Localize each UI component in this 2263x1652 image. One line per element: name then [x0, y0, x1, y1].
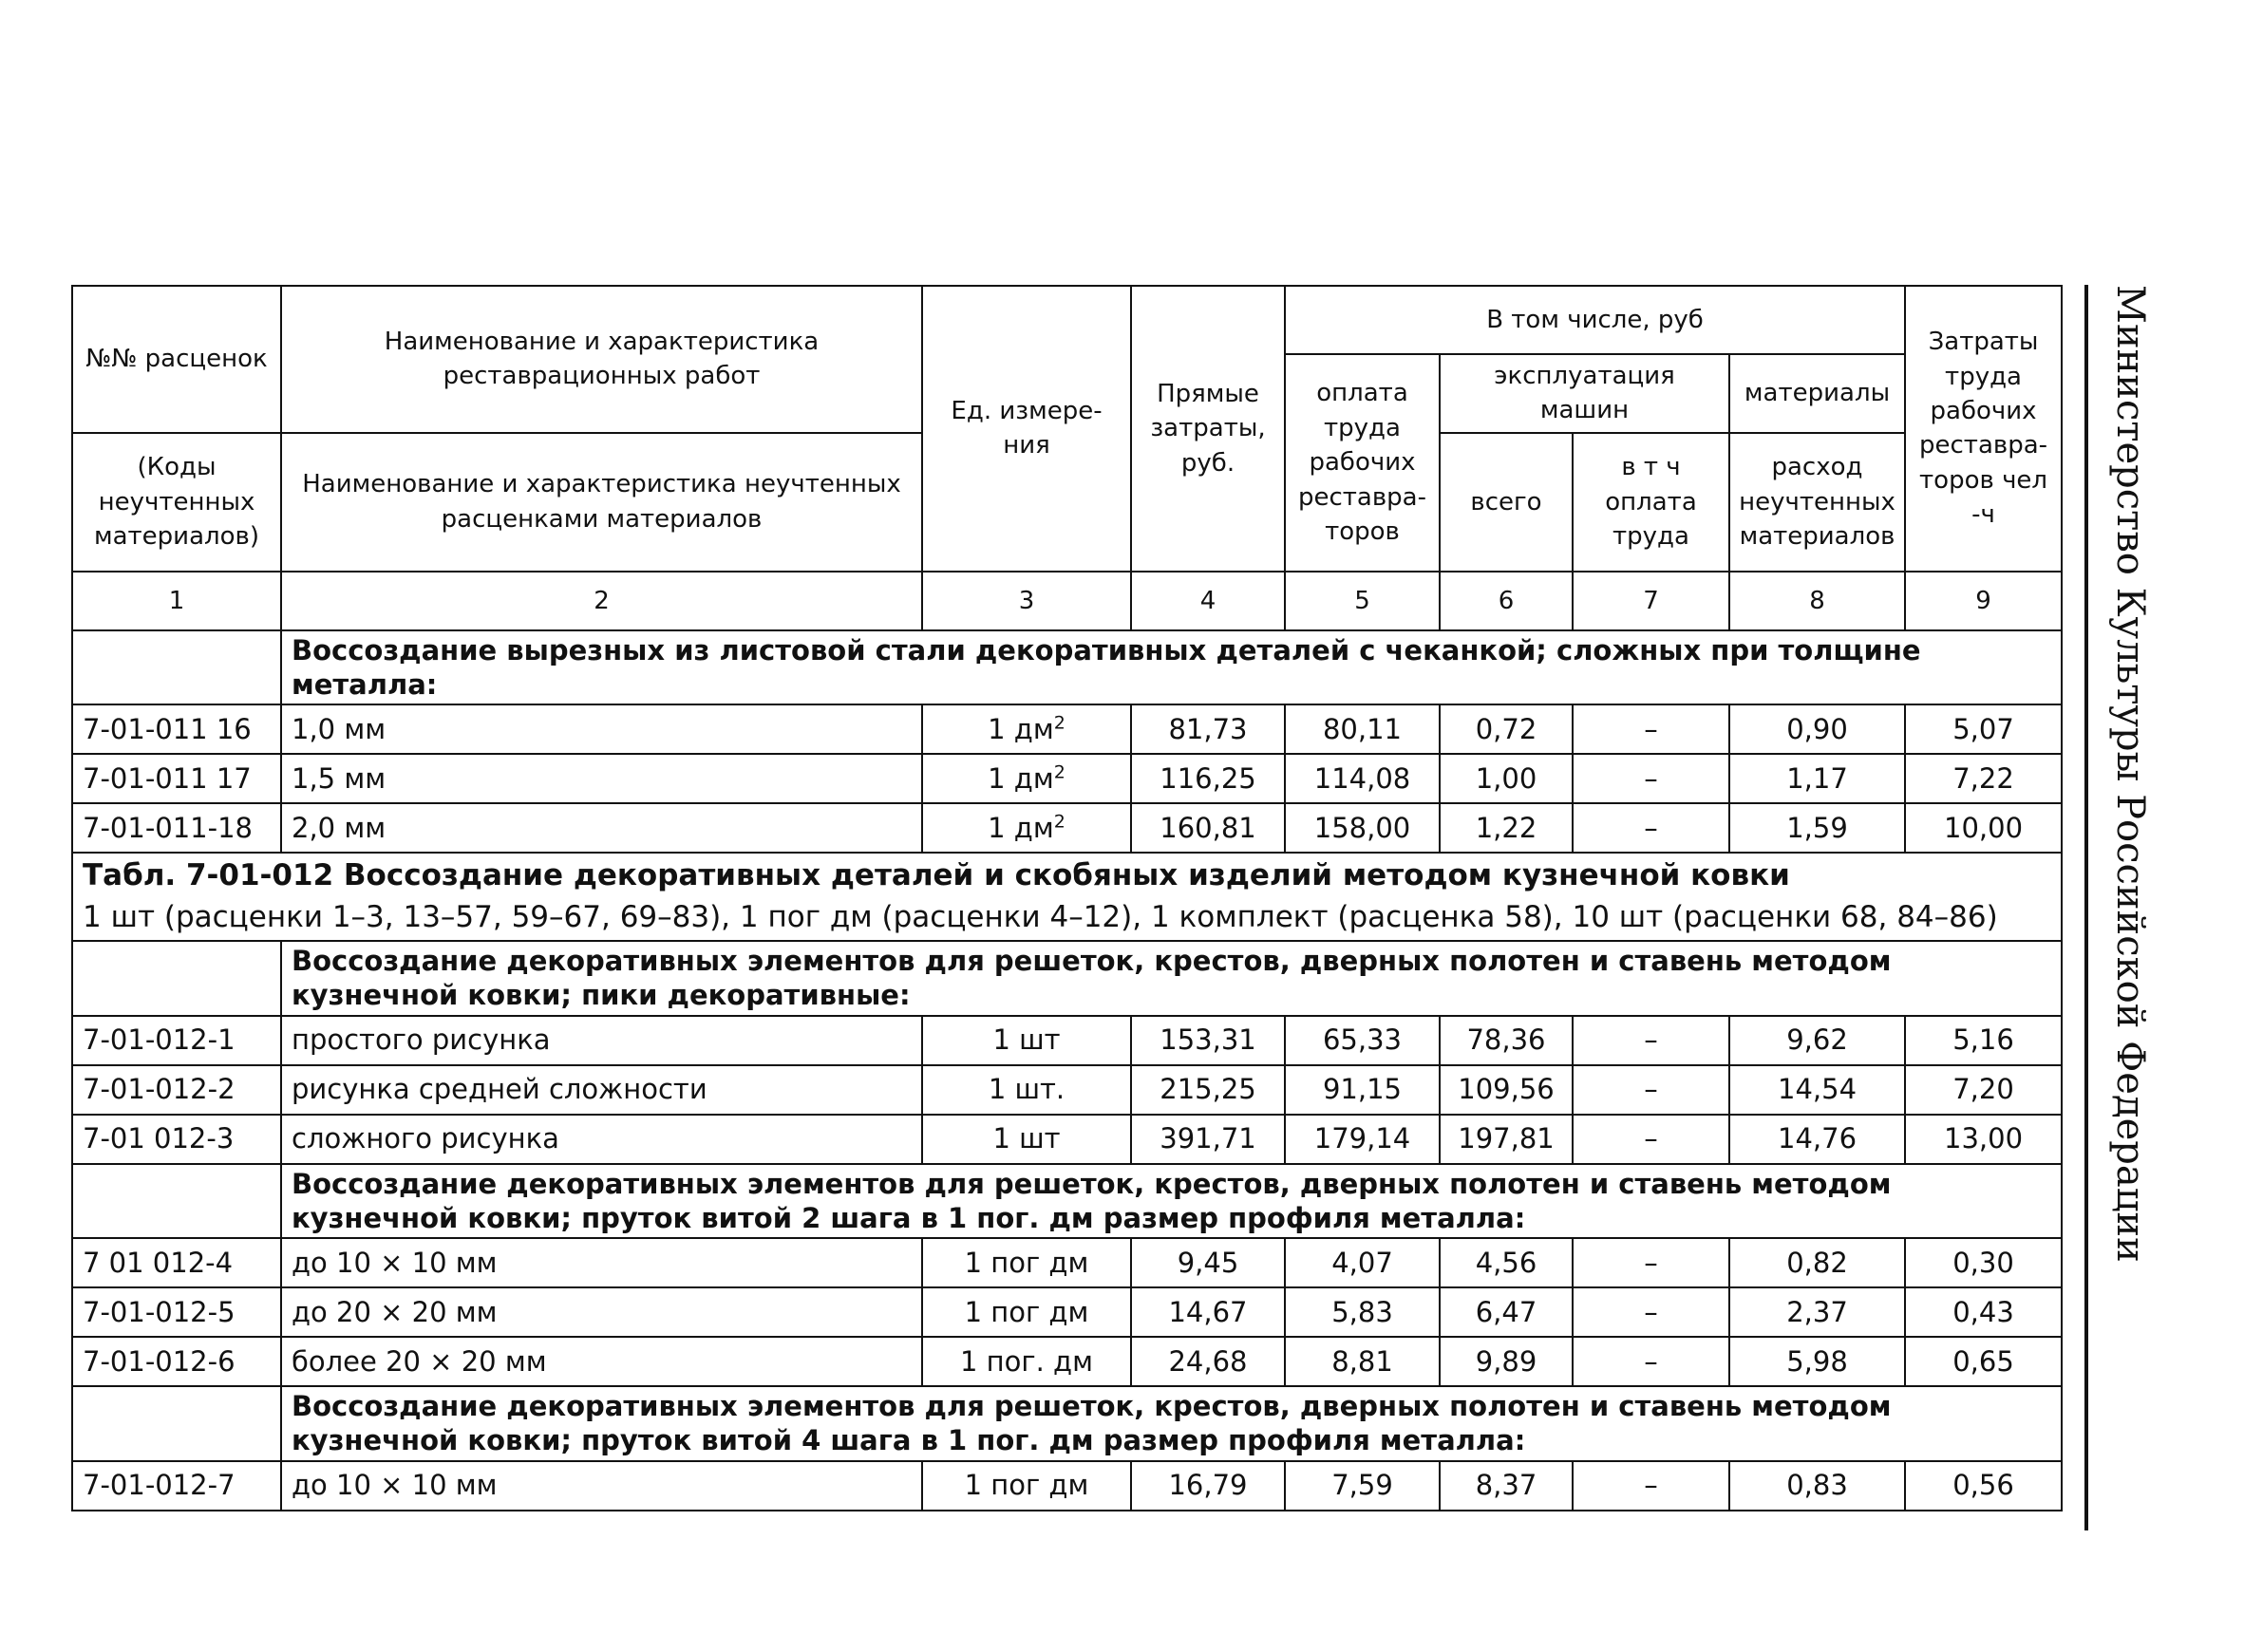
section-title: Воссоздание декоративных элементов для решеток, крестов, дверных полотен и ставень методом кузнечной ковки; пруток витой 4 шага в 1 пог. дм размер профиля металла:	[281, 1386, 2062, 1461]
section-row	[72, 630, 2062, 705]
work-name: простого рисунка	[281, 1016, 922, 1065]
machine-total-value: 1,22	[1440, 803, 1573, 853]
labor-hours-value: 0,30	[1905, 1238, 2062, 1287]
labor-hours-value: 0,65	[1905, 1337, 2062, 1386]
machine-total-value: 1,00	[1440, 754, 1573, 803]
machine-wages-value: –	[1573, 754, 1729, 803]
section-row	[72, 1386, 2062, 1461]
header-material-name: Наименование и характеристика неучтенных расценками материалов	[281, 433, 922, 572]
column-number: 5	[1285, 572, 1440, 630]
unit-cell: 1 пог дм	[922, 1287, 1131, 1337]
price-code: 7 01 012-4	[72, 1238, 281, 1287]
work-name: до 20 × 20 мм	[281, 1287, 922, 1337]
labor-hours-value: 0,43	[1905, 1287, 2062, 1337]
header-labor-hours: Затраты труда рабочих реставра-торов чел -ч	[1905, 286, 2062, 572]
work-name: до 10 × 10 мм	[281, 1461, 922, 1511]
column-number: 1	[72, 572, 281, 630]
table-row	[72, 1065, 2062, 1115]
work-name: сложного рисунка	[281, 1115, 922, 1164]
section-title: Воссоздание декоративных элементов для решеток, крестов, дверных полотен и ставень методом кузнечной ковки; пики декоративные:	[281, 941, 2062, 1016]
column-number: 8	[1729, 572, 1905, 630]
wages-value: 114,08	[1285, 754, 1440, 803]
unit-cell: 1 $дм^2$	[922, 803, 1131, 853]
header-unit: Ед. измере-ния	[922, 286, 1131, 572]
column-number: 4	[1131, 572, 1285, 630]
direct-costs-value: 81,73	[1131, 704, 1285, 754]
header-price-codes: №№ расценок	[72, 286, 281, 433]
side-caption-text: Министерство Культуры Российской Федерации	[2108, 285, 2152, 1263]
unit-cell: 1 пог дм	[922, 1238, 1131, 1287]
direct-costs-value: 14,67	[1131, 1287, 1285, 1337]
machine-total-value: 4,56	[1440, 1238, 1573, 1287]
work-name: 2,0 мм	[281, 803, 922, 853]
materials-value: 14,54	[1729, 1065, 1905, 1115]
labor-hours-value: 7,22	[1905, 754, 2062, 803]
column-number: 2	[281, 572, 922, 630]
direct-costs-value: 215,25	[1131, 1065, 1285, 1115]
table-units: 1 шт (расценки 1–3, 13–57, 59–67, 69–83), 1 пог дм (расценки 4–12), 1 комплект (расценка 58), 10 шт (расценки 68, 84–86)	[83, 899, 1998, 934]
machine-wages-value: –	[1573, 803, 1729, 853]
materials-value: 2,37	[1729, 1287, 1905, 1337]
header-direct-costs: Прямые затраты, руб.	[1131, 286, 1285, 572]
machine-total-value: 0,72	[1440, 704, 1573, 754]
column-number: 7	[1573, 572, 1729, 630]
unit-cell: 1 $дм^2$	[922, 704, 1131, 754]
machine-total-value: 9,89	[1440, 1337, 1573, 1386]
work-name: 1,0 мм	[281, 704, 922, 754]
machine-total-value: 6,47	[1440, 1287, 1573, 1337]
price-code: 7-01-012-6	[72, 1337, 281, 1386]
labor-hours-value: 0,56	[1905, 1461, 2062, 1511]
work-name: до 10 × 10 мм	[281, 1238, 922, 1287]
machine-wages-value: –	[1573, 1337, 1729, 1386]
header-machine-total: всего	[1440, 433, 1573, 572]
column-number: 9	[1905, 572, 2062, 630]
unit-cell: 1 шт	[922, 1115, 1131, 1164]
table-row	[72, 1115, 2062, 1164]
header-machine-wages: в т ч оплата труда	[1573, 433, 1729, 572]
wages-value: 4,07	[1285, 1238, 1440, 1287]
price-code: 7-01-012-5	[72, 1287, 281, 1337]
direct-costs-value: 16,79	[1131, 1461, 1285, 1511]
wages-value: 91,15	[1285, 1065, 1440, 1115]
header-machine-operation: эксплуатация машин	[1440, 354, 1729, 433]
wages-value: 7,59	[1285, 1461, 1440, 1511]
price-code: 7-01-012-2	[72, 1065, 281, 1115]
wages-value: 158,00	[1285, 803, 1440, 853]
materials-value: 0,83	[1729, 1461, 1905, 1511]
labor-hours-value: 5,07	[1905, 704, 2062, 754]
section-row	[72, 941, 2062, 1016]
machine-wages-value: –	[1573, 1238, 1729, 1287]
side-caption	[2106, 285, 2163, 1530]
direct-costs-value: 9,45	[1131, 1238, 1285, 1287]
header-materials: материалы	[1729, 354, 1905, 433]
column-number: 6	[1440, 572, 1573, 630]
wages-value: 8,81	[1285, 1337, 1440, 1386]
table-row	[72, 1461, 2062, 1511]
materials-value: 9,62	[1729, 1016, 1905, 1065]
unit-cell: 1 шт.	[922, 1065, 1131, 1115]
table-row	[72, 704, 2062, 754]
table-row	[72, 1337, 2062, 1386]
wages-value: 179,14	[1285, 1115, 1440, 1164]
machine-total-value: 109,56	[1440, 1065, 1573, 1115]
section-title: Воссоздание вырезных из листовой стали декоративных деталей с чеканкой; сложных при толщине металла:	[281, 630, 2062, 705]
direct-costs-value: 24,68	[1131, 1337, 1285, 1386]
wages-value: 5,83	[1285, 1287, 1440, 1337]
labor-hours-value: 7,20	[1905, 1065, 2062, 1115]
price-code: 7-01-011-18	[72, 803, 281, 853]
materials-value: 5,98	[1729, 1337, 1905, 1386]
header-material-codes: (Коды неучтенных материалов)	[72, 433, 281, 572]
labor-hours-value: 5,16	[1905, 1016, 2062, 1065]
table-row	[72, 803, 2062, 853]
unit-cell: 1 пог дм	[922, 1461, 1131, 1511]
work-name: рисунка средней сложности	[281, 1065, 922, 1115]
work-name: более 20 × 20 мм	[281, 1337, 922, 1386]
unit-cell: 1 $дм^2$	[922, 754, 1131, 803]
machine-wages-value: –	[1573, 1115, 1729, 1164]
wages-value: 65,33	[1285, 1016, 1440, 1065]
section-title: Воссоздание декоративных элементов для решеток, крестов, дверных полотен и ставень методом кузнечной ковки; пруток витой 2 шага в 1 пог. дм размер профиля металла:	[281, 1164, 2062, 1239]
table-row	[72, 1238, 2062, 1287]
wages-value: 80,11	[1285, 704, 1440, 754]
section-row	[72, 1164, 2062, 1239]
table-header	[72, 286, 2062, 630]
price-code: 7-01-011 17	[72, 754, 281, 803]
table-row	[72, 754, 2062, 803]
machine-total-value: 197,81	[1440, 1115, 1573, 1164]
machine-total-value: 8,37	[1440, 1461, 1573, 1511]
table-heading	[72, 853, 2062, 941]
direct-costs-value: 160,81	[1131, 803, 1285, 853]
table-title: Табл. 7-01-012 Воссоздание декоративных деталей и скобяных изделий методом кузнечной ковки	[83, 858, 1790, 893]
header-restorer-wages: оплата труда рабочих реставра-торов	[1285, 354, 1440, 572]
materials-value: 1,17	[1729, 754, 1905, 803]
side-divider	[2084, 285, 2088, 1530]
price-code: 7-01 012-3	[72, 1115, 281, 1164]
direct-costs-value: 391,71	[1131, 1115, 1285, 1164]
machine-total-value: 78,36	[1440, 1016, 1573, 1065]
direct-costs-value: 116,25	[1131, 754, 1285, 803]
labor-hours-value: 10,00	[1905, 803, 2062, 853]
header-including-group: В том числе, руб	[1285, 286, 1905, 354]
column-number: 3	[922, 572, 1131, 630]
table-row	[72, 1287, 2062, 1337]
direct-costs-value: 153,31	[1131, 1016, 1285, 1065]
header-work-name: Наименование и характеристика реставрационных работ	[281, 286, 922, 433]
unit-cell: 1 шт	[922, 1016, 1131, 1065]
materials-value: 1,59	[1729, 803, 1905, 853]
machine-wages-value: –	[1573, 1065, 1729, 1115]
price-code: 7-01-012-1	[72, 1016, 281, 1065]
header-unaccounted-materials: расход неучтенных материалов	[1729, 433, 1905, 572]
price-code: 7-01-011 16	[72, 704, 281, 754]
machine-wages-value: –	[1573, 1287, 1729, 1337]
machine-wages-value: –	[1573, 1016, 1729, 1065]
machine-wages-value: –	[1573, 1461, 1729, 1511]
materials-value: 0,82	[1729, 1238, 1905, 1287]
table-row	[72, 1016, 2062, 1065]
materials-value: 14,76	[1729, 1115, 1905, 1164]
work-name: 1,5 мм	[281, 754, 922, 803]
price-code: 7-01-012-7	[72, 1461, 281, 1511]
price-table	[71, 285, 2063, 1511]
materials-value: 0,90	[1729, 704, 1905, 754]
machine-wages-value: –	[1573, 704, 1729, 754]
labor-hours-value: 13,00	[1905, 1115, 2062, 1164]
table-heading-row	[72, 853, 2062, 941]
unit-cell: 1 пог. дм	[922, 1337, 1131, 1386]
